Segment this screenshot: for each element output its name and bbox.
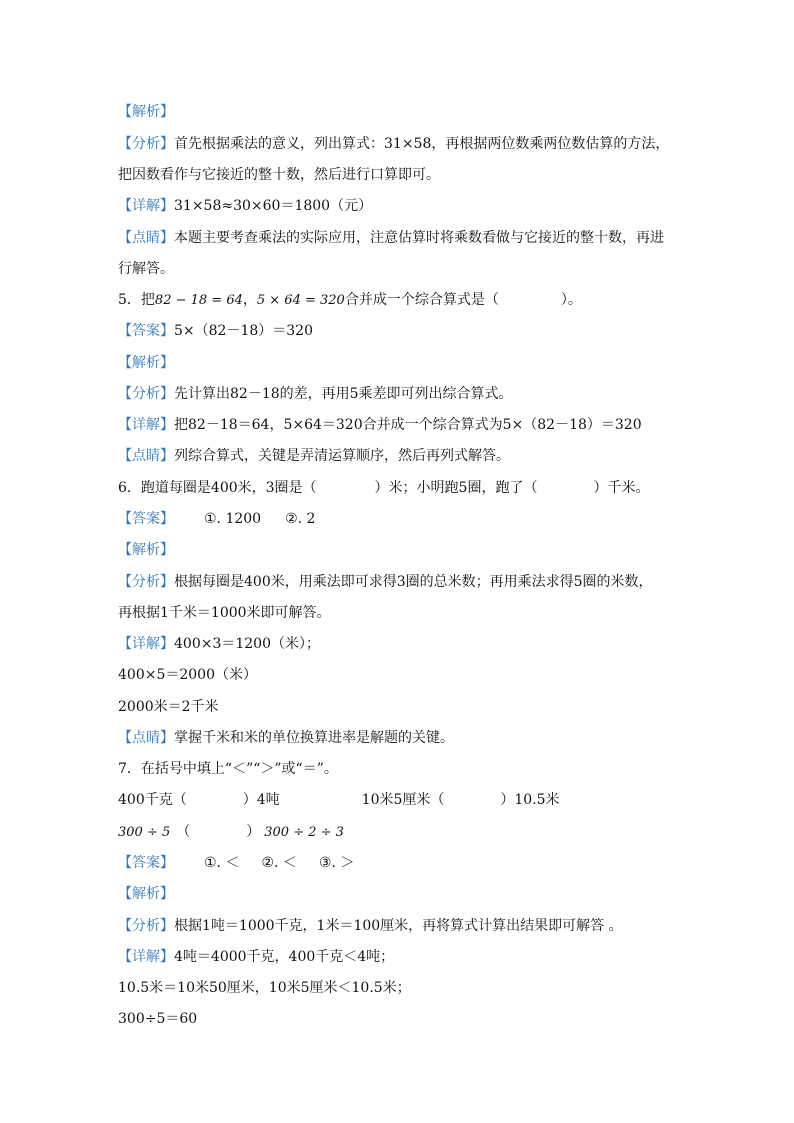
detail-line [118,196,372,216]
text: 根据1吨＝1000千克，1米＝100厘米，再将算式计算出结果即可解答 。 [174,918,623,934]
text: ）10.5米 [500,792,560,808]
text: ， [242,292,257,308]
analysis-heading-7 [118,884,174,904]
detail-7-line-3 [118,1009,197,1029]
text: 2000米＝2千米 [118,699,219,715]
text: 【点睛】 [118,448,174,464]
text: 列综合算式，关键是弄清运算顺序，然后再列式解答。 [174,448,510,464]
text: 400×3＝1200（米）； [174,636,320,652]
text: ）米；小明跑5圈，跑了（ [374,480,538,496]
analysis-tag: 【解析】 [118,104,174,120]
text: 7．在括号中填上“＜”“＞”或“＝”。 [118,761,338,777]
analysis-5 [118,384,513,404]
detail-7-line-2 [118,978,411,998]
text: ①. 1200 [204,511,262,527]
text: 行解答。 [118,261,174,277]
answer-5 [118,321,313,341]
text: ②. ＜ [261,855,297,871]
analysis-heading [118,102,174,122]
text: ）4吨 [242,792,280,808]
text: （ [176,824,191,840]
text: 把因数看作与它接近的整十数，然后进行口算即可。 [118,167,440,183]
analysis-heading-5 [118,353,174,373]
text: 400千克（ [118,792,187,808]
text: 【分析】 [118,386,174,402]
text: 5．把 [118,292,155,308]
detail-6-line-3 [118,697,219,717]
equation-2: 5 × 64 = 320 [256,293,345,308]
text: 300 ÷ 5 [118,825,171,840]
analysis-6 [118,572,653,592]
text: 把82－18＝64，5×64＝320合并成一个综合算式为5×（82－18）＝320 [174,417,642,433]
text: 400×5＝2000（米） [118,667,257,683]
text: 【解析】 [118,886,174,902]
text: 【答案】 [118,855,174,871]
remark-text: 本题主要考查乘法的实际应用，注意估算时将乘数看做与它接近的整十数，再进 [174,230,664,246]
text: 【解析】 [118,542,174,558]
text: 【分析】 [118,918,174,934]
question-7 [118,759,338,779]
detail-6 [118,634,320,654]
answer-text: 5×（82－18）＝320 [174,323,313,339]
text: ）千米。 [593,480,650,496]
text: 【分析】 [118,574,174,590]
text: 6．跑道每圈是400米，3圈是（ [118,480,317,496]
question-7-row-2 [118,822,344,843]
detail-label: 【详解】 [118,198,174,214]
analysis-6-continuation [118,603,331,623]
text: ③. ＞ [318,855,355,871]
remark-line [118,228,664,248]
remark-6 [118,728,454,748]
text: 合并成一个综合算式是（ [344,292,499,308]
analysis-7 [118,916,623,936]
text: 根据每圈是400米，用乘法即可求得3圈的总米数；再用乘法求得5圈的米数， [174,574,653,590]
detail-5 [118,415,642,435]
text: 【答案】 [118,511,174,527]
detail-text: 31×58≈30×60＝1800（元） [174,198,373,214]
text: 300÷5＝60 [118,1011,198,1027]
analysis-label: 【分析】 [118,136,174,152]
text: 300 ÷ 2 ÷ 3 [264,825,344,840]
text: ①. ＜ [204,855,240,871]
answer-label: 【答案】 [118,323,174,339]
question-7-row-1 [118,790,560,810]
text: 【详解】 [118,949,174,965]
text: 【解析】 [118,355,174,371]
text: 10米5厘米（ [361,792,445,808]
text: 掌握千米和米的单位换算进率是解题的关键。 [174,730,454,746]
analysis-continuation [118,165,440,185]
text: 【详解】 [118,417,174,433]
answer-7 [118,853,354,873]
remark-5 [118,446,510,466]
text: 4吨＝4000千克，400千克＜4吨； [174,949,395,965]
text: 【详解】 [118,636,174,652]
question-6 [118,478,649,498]
equation-1: 82 − 18 = 64 [154,293,243,308]
text: 再根据1千米＝1000米即可解答。 [118,605,331,621]
detail-6-line-2 [118,665,257,685]
analysis-line [118,134,669,154]
detail-7 [118,947,394,967]
text: 先计算出82－18的差，再用5乘差即可列出综合算式。 [174,386,513,402]
analysis-text: 首先根据乘法的意义，列出算式：31×58，再根据两位数乘两位数估算的方法， [174,136,670,152]
text: ） [246,824,261,840]
text: ）。 [560,292,582,308]
answer-6 [118,509,315,529]
text: 10.5米＝10米50厘米，10米5厘米＜10.5米； [118,980,411,996]
remark-label: 【点睛】 [118,230,174,246]
text: ②. 2 [285,511,316,527]
remark-continuation [118,259,174,279]
text: 【点睛】 [118,730,174,746]
analysis-heading-6 [118,540,174,560]
question-5 [118,290,582,311]
